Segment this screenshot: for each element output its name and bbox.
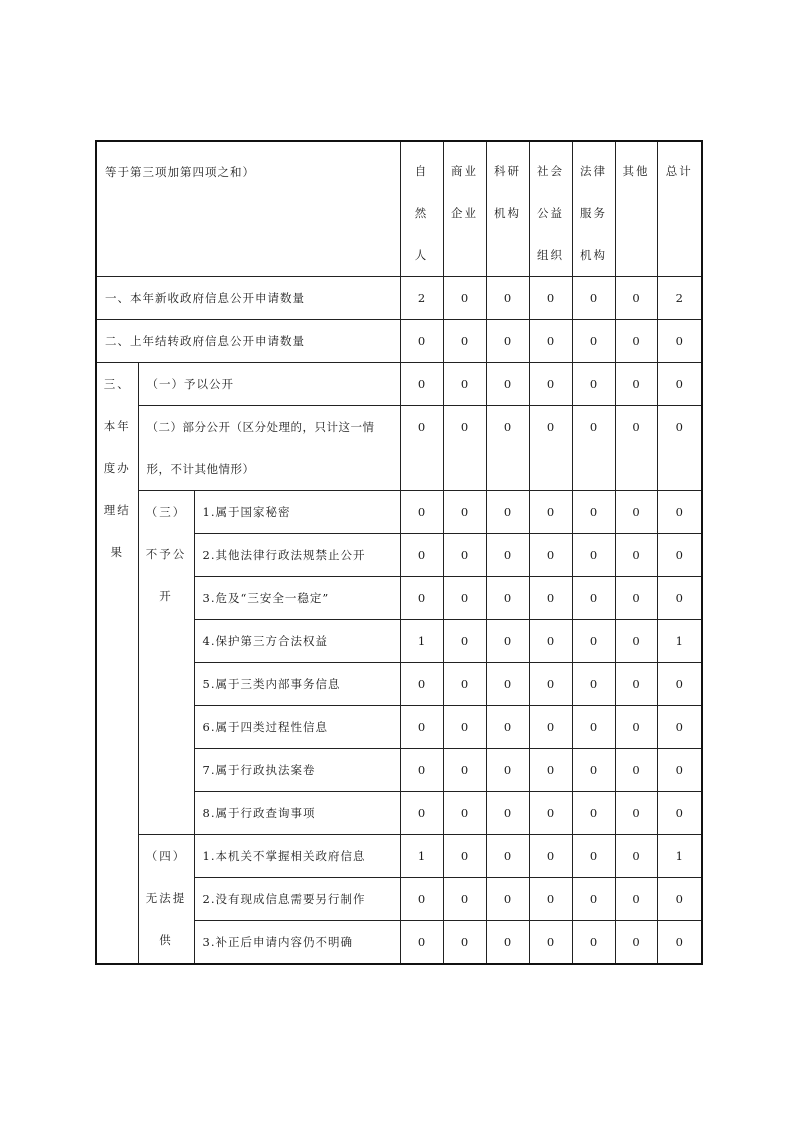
cannot-provide-label-line: 供: [159, 933, 173, 947]
value-cell: 0: [657, 577, 702, 620]
row-label: 一、本年新收政府信息公开申请数量: [96, 277, 400, 320]
value-cell: 0: [572, 577, 615, 620]
cannot-provide-label-line: 无法提: [145, 891, 187, 905]
value-cell: 0: [443, 835, 486, 878]
value-cell: 0: [486, 706, 529, 749]
value-cell: 0: [443, 577, 486, 620]
not-disclose-label-line: （三）: [145, 505, 187, 519]
value-cell: 0: [486, 363, 529, 406]
value-cell: 0: [529, 277, 572, 320]
value-cell: 0: [400, 320, 443, 363]
value-cell: 0: [486, 921, 529, 965]
row-label-line: 形，不计其他情形）: [146, 462, 255, 476]
header-desc-cell: [96, 141, 400, 277]
value-cell: 0: [529, 835, 572, 878]
value-cell: 0: [572, 878, 615, 921]
value-cell: 0: [529, 406, 572, 491]
header-col-legal-service: [572, 141, 615, 277]
value-cell: 0: [615, 320, 657, 363]
value-cell: 0: [400, 792, 443, 835]
value-cell: 0: [443, 491, 486, 534]
header-col-total: [657, 141, 702, 277]
value-cell: 0: [400, 749, 443, 792]
table-row: [96, 835, 702, 878]
value-cell: 0: [657, 706, 702, 749]
value-cell: 0: [486, 792, 529, 835]
not-disclose-label-line: 不予公: [145, 547, 187, 561]
cannot-provide-label-line: （四）: [145, 849, 187, 863]
header-col-research: [486, 141, 529, 277]
value-cell: 0: [615, 491, 657, 534]
value-cell: 0: [572, 363, 615, 406]
row-label: 二、上年结转政府信息公开申请数量: [96, 320, 400, 363]
value-cell: 0: [443, 792, 486, 835]
value-cell: 0: [615, 277, 657, 320]
value-cell: 0: [615, 921, 657, 965]
table-row: [96, 406, 702, 491]
header-col-line: 然: [414, 206, 429, 220]
value-cell: 0: [529, 491, 572, 534]
header-col-line: 服务: [580, 206, 608, 220]
value-cell: 2: [657, 277, 702, 320]
row-label: 2.其他法律行政法规禁止公开: [194, 534, 400, 577]
value-cell: 0: [657, 534, 702, 577]
header-col-line: 社会: [537, 164, 565, 178]
value-cell: 1: [657, 620, 702, 663]
value-cell: 0: [572, 620, 615, 663]
section3-label-line: 度办: [103, 461, 131, 475]
row-label: 8.属于行政查询事项: [194, 792, 400, 835]
header-col-line: 公益: [537, 206, 565, 220]
value-cell: 0: [615, 663, 657, 706]
header-col-line: 法律: [580, 164, 608, 178]
row-label: 3.补正后申请内容仍不明确: [194, 921, 400, 965]
value-cell: 0: [572, 921, 615, 965]
value-cell: 0: [657, 921, 702, 965]
value-cell: 0: [615, 706, 657, 749]
value-cell: 0: [572, 663, 615, 706]
header-col-commercial: [443, 141, 486, 277]
table-row: [96, 491, 702, 534]
header-col-line: 科研: [494, 164, 522, 178]
section3-label-line: 三、: [103, 377, 131, 391]
value-cell: 0: [443, 320, 486, 363]
header-col-line: 其他: [622, 164, 650, 178]
value-cell: 0: [572, 835, 615, 878]
value-cell: 1: [400, 835, 443, 878]
not-disclose-label-line: 开: [159, 589, 173, 603]
section3-label-cell: [96, 363, 138, 965]
value-cell: 2: [400, 277, 443, 320]
value-cell: 0: [657, 792, 702, 835]
value-cell: 0: [529, 363, 572, 406]
row-label: （一）予以公开: [138, 363, 400, 406]
value-cell: 0: [400, 406, 443, 491]
value-cell: 0: [443, 749, 486, 792]
value-cell: 0: [486, 320, 529, 363]
value-cell: 0: [443, 706, 486, 749]
row-label: 5.属于三类内部事务信息: [194, 663, 400, 706]
value-cell: 0: [400, 577, 443, 620]
value-cell: 0: [615, 749, 657, 792]
value-cell: 0: [443, 921, 486, 965]
value-cell: 0: [486, 577, 529, 620]
row-label: 7.属于行政执法案卷: [194, 749, 400, 792]
value-cell: 0: [486, 620, 529, 663]
value-cell: 0: [443, 663, 486, 706]
value-cell: 0: [486, 491, 529, 534]
header-row: [96, 141, 702, 277]
value-cell: 0: [657, 363, 702, 406]
cannot-provide-label-cell: [138, 835, 194, 965]
header-col-line: 机构: [494, 206, 522, 220]
row-label: 4.保护第三方合法权益: [194, 620, 400, 663]
row-label-line: （二）部分公开（区分处理的，只计这一情: [146, 420, 375, 434]
value-cell: 0: [486, 663, 529, 706]
value-cell: 0: [572, 706, 615, 749]
row-label: 1.属于国家秘密: [194, 491, 400, 534]
value-cell: 0: [615, 406, 657, 491]
table-row: [96, 277, 702, 320]
header-col-line: 商业: [451, 164, 479, 178]
value-cell: 0: [572, 534, 615, 577]
row-label: 6.属于四类过程性信息: [194, 706, 400, 749]
value-cell: 0: [657, 663, 702, 706]
value-cell: 0: [615, 878, 657, 921]
value-cell: 0: [615, 620, 657, 663]
value-cell: 0: [443, 534, 486, 577]
value-cell: 0: [443, 406, 486, 491]
table-row: [96, 363, 702, 406]
value-cell: 0: [572, 277, 615, 320]
header-col-line: 自: [414, 164, 429, 178]
section3-label-line: 本年: [103, 419, 131, 433]
header-col-line: 机构: [580, 248, 608, 262]
value-cell: 0: [529, 878, 572, 921]
value-cell: 0: [572, 320, 615, 363]
value-cell: 0: [486, 277, 529, 320]
not-disclose-label-cell: [138, 491, 194, 835]
value-cell: 0: [657, 491, 702, 534]
value-cell: 0: [657, 320, 702, 363]
value-cell: 0: [400, 921, 443, 965]
value-cell: 0: [486, 534, 529, 577]
section3-label-line: 理结: [103, 503, 131, 517]
value-cell: 0: [615, 792, 657, 835]
row-label: 3.危及“三安全一稳定”: [194, 577, 400, 620]
value-cell: 0: [400, 491, 443, 534]
value-cell: 0: [529, 320, 572, 363]
value-cell: 0: [529, 706, 572, 749]
value-cell: 0: [486, 406, 529, 491]
header-col-line: 组织: [537, 248, 565, 262]
information-disclosure-table: [95, 140, 703, 965]
row-label: [138, 406, 400, 491]
value-cell: 0: [400, 534, 443, 577]
value-cell: 0: [529, 663, 572, 706]
row-label: 2.没有现成信息需要另行制作: [194, 878, 400, 921]
value-cell: 0: [615, 577, 657, 620]
value-cell: 0: [443, 363, 486, 406]
value-cell: 0: [400, 878, 443, 921]
table-row: [96, 320, 702, 363]
header-col-line: 总计: [665, 164, 693, 178]
header-col-public-welfare: [529, 141, 572, 277]
header-col-line: 企业: [451, 206, 479, 220]
header-desc: 等于第三项加第四项之和）: [105, 165, 255, 179]
value-cell: 0: [486, 835, 529, 878]
value-cell: 0: [572, 406, 615, 491]
value-cell: 0: [572, 792, 615, 835]
section3-label-line: 果: [110, 545, 124, 559]
value-cell: 1: [657, 835, 702, 878]
row-label: 1.本机关不掌握相关政府信息: [194, 835, 400, 878]
value-cell: 0: [572, 491, 615, 534]
header-col-other: [615, 141, 657, 277]
value-cell: 0: [443, 620, 486, 663]
value-cell: 0: [657, 406, 702, 491]
value-cell: 0: [443, 277, 486, 320]
value-cell: 0: [529, 921, 572, 965]
value-cell: 0: [615, 363, 657, 406]
header-col-natural-person: [400, 141, 443, 277]
value-cell: 0: [529, 749, 572, 792]
header-col-line: 人: [414, 248, 429, 262]
value-cell: 0: [615, 835, 657, 878]
value-cell: 0: [572, 749, 615, 792]
value-cell: 0: [443, 878, 486, 921]
value-cell: 1: [400, 620, 443, 663]
value-cell: 0: [529, 534, 572, 577]
value-cell: 0: [400, 363, 443, 406]
value-cell: 0: [400, 663, 443, 706]
value-cell: 0: [529, 792, 572, 835]
value-cell: 0: [529, 577, 572, 620]
value-cell: 0: [657, 749, 702, 792]
value-cell: 0: [529, 620, 572, 663]
value-cell: 0: [657, 878, 702, 921]
value-cell: 0: [615, 534, 657, 577]
value-cell: 0: [486, 749, 529, 792]
value-cell: 0: [486, 878, 529, 921]
value-cell: 0: [400, 706, 443, 749]
